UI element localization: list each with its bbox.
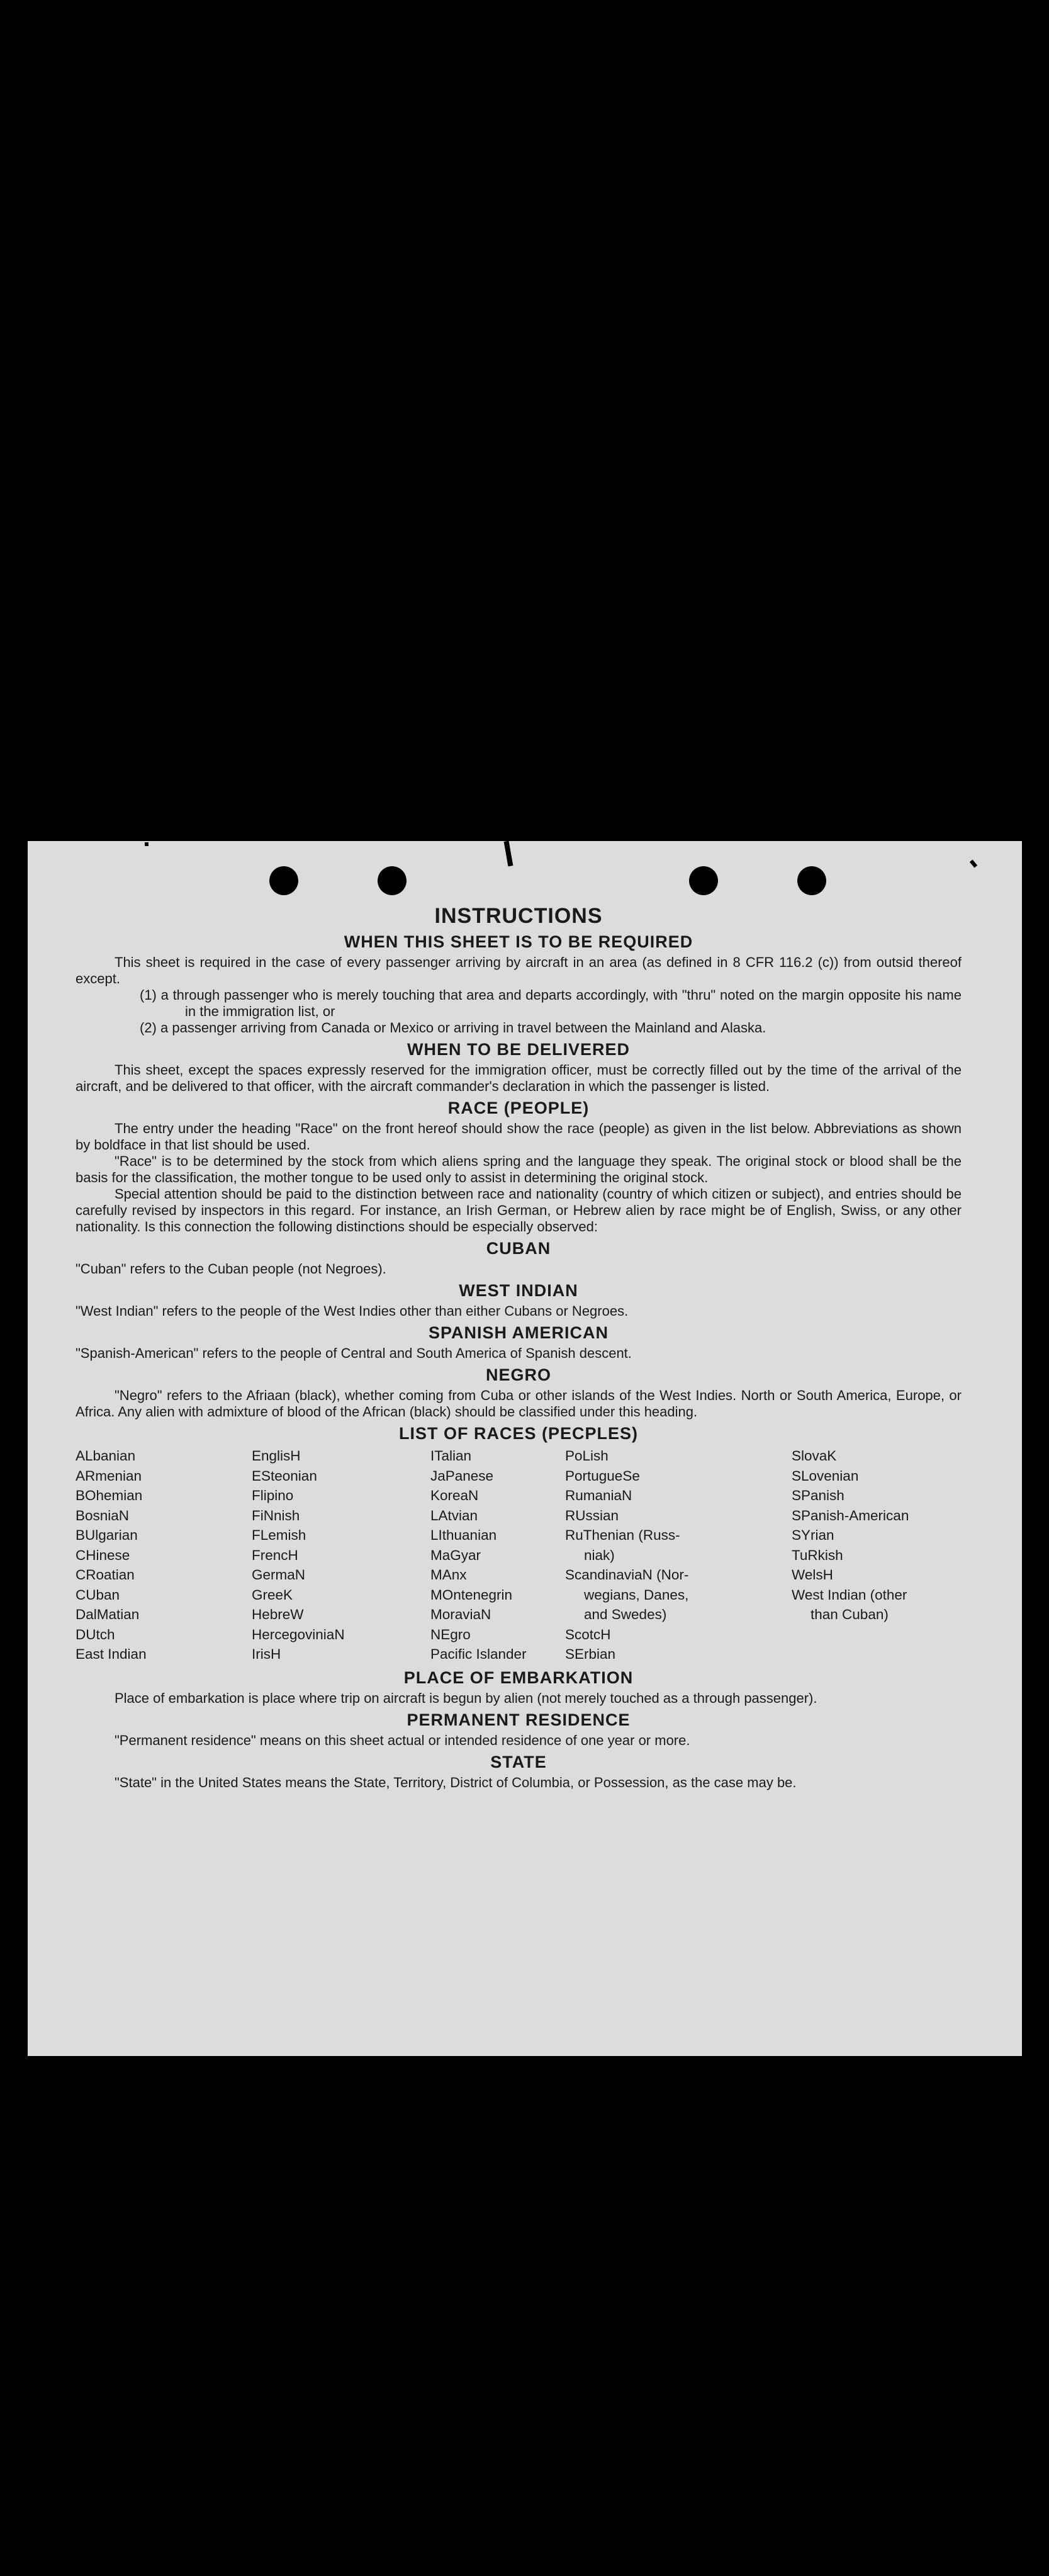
race-column: [792, 1446, 962, 1664]
punch-hole: [689, 866, 718, 895]
section-heading: LIST OF RACES (PECPLES): [398, 1424, 639, 1443]
race-column: [76, 1446, 252, 1664]
race-item: and Swedes): [584, 1607, 667, 1622]
race-item: RuThenian (Russ-: [565, 1527, 680, 1543]
race-item: Pacific Islander: [430, 1646, 527, 1662]
paragraph: "Race" is to be determined by the stock from which aliens spring and the language they speak. The original stock or blood shall be the basis for the classification, the mother tongue to be used only to assist in determining the original stock.: [76, 1153, 962, 1185]
paragraph: "Cuban" refers to the Cuban people (not Negroes).: [76, 1261, 386, 1277]
race-column: [252, 1446, 430, 1664]
race-item: MOntenegrin: [430, 1586, 513, 1603]
mark: [970, 859, 977, 867]
section-heading: STATE: [490, 1752, 547, 1771]
section-heading: CUBAN: [486, 1239, 551, 1258]
race-item: LIthuanian: [430, 1527, 497, 1543]
race-item: MoraviaN: [430, 1607, 491, 1622]
race-item: SlovaK: [792, 1448, 837, 1464]
race-item: ScotcH: [565, 1626, 611, 1642]
race-item: BOhemian: [76, 1488, 143, 1503]
paragraph: The entry under the heading "Race" on the front hereof should show the race (people) as given in the list below. Abbreviations as shown by boldface in that list should be used.: [76, 1121, 962, 1153]
punch-hole: [378, 866, 407, 895]
section-heading: PLACE OF EMBARKATION: [403, 1668, 634, 1687]
race-column: [430, 1446, 565, 1664]
race-item: FLemish: [252, 1527, 306, 1543]
paragraph: This sheet, except the spaces expressly reserved for the immigration officer, must be correctly filled out by the time of the arrival of the aircraft, and be delivered to that officer, with the aircraft commander's declaration in which the passenger is listed.: [76, 1062, 962, 1094]
paragraph: "West Indian" refers to the people of the West Indies other than either Cubans or Negroes.: [76, 1303, 629, 1319]
section-heading: PERMANENT RESIDENCE: [407, 1710, 631, 1729]
race-item: PoLish: [565, 1448, 609, 1464]
punch-hole: [269, 866, 298, 895]
section-heading: WHEN THIS SHEET IS TO BE REQUIRED: [344, 932, 693, 951]
race-item: BosniaN: [76, 1507, 130, 1523]
section-heading: SPANISH AMERICAN: [428, 1323, 609, 1342]
paragraph: "Permanent residence" means on this sheet actual or intended residence of one year or more.: [115, 1732, 690, 1748]
race-item: NEgro: [430, 1626, 471, 1642]
paragraph: "Negro" refers to the Afriaan (black), whether coming from Cuba or other islands of the West Indies. North or South America, Europe, or Africa. Any alien with admixture of blood of the African (black) should be classified under this heading.: [76, 1387, 962, 1420]
race-item: RUssian: [565, 1507, 619, 1523]
race-item: MaGyar: [430, 1547, 481, 1563]
race-item: ESteonian: [252, 1467, 317, 1484]
page-title: INSTRUCTIONS: [434, 904, 603, 928]
race-item: SPanish-American: [792, 1507, 909, 1523]
race-item: ALbanian: [76, 1448, 136, 1464]
race-item: Flipino: [252, 1488, 294, 1503]
section-heading: WEST INDIAN: [459, 1281, 578, 1300]
race-item: MAnx: [430, 1567, 467, 1583]
race-item: HebreW: [252, 1607, 304, 1622]
race-list: [76, 1446, 962, 1664]
race-item: wegians, Danes,: [584, 1586, 689, 1603]
section-heading: NEGRO: [485, 1365, 551, 1384]
race-item: BUlgarian: [76, 1527, 138, 1543]
race-item: RumaniaN: [565, 1488, 632, 1503]
mark: [145, 842, 149, 846]
race-item: ARmenian: [76, 1467, 142, 1484]
list-item: (2) a passenger arriving from Canada or Mexico or arriving in travel between the Mainland and Alaska.: [140, 1020, 766, 1036]
race-item: EnglisH: [252, 1448, 301, 1464]
race-item: TuRkish: [792, 1547, 843, 1563]
paragraph: This sheet is required in the case of every passenger arriving by aircraft in an area (as defined in 8 CFR 116.2 (c)) from outsid thereof except.: [76, 954, 962, 986]
race-item: CUban: [76, 1586, 120, 1603]
race-item: East Indian: [76, 1646, 147, 1662]
race-item: West Indian (other: [792, 1586, 907, 1603]
race-item: niak): [584, 1547, 615, 1563]
race-item: PortugueSe: [565, 1467, 640, 1484]
race-item: SYrian: [792, 1527, 834, 1543]
race-item: ITalian: [430, 1448, 472, 1464]
race-item: CHinese: [76, 1547, 130, 1563]
race-item: ScandinaviaN (Nor-: [565, 1567, 689, 1583]
paragraph: Place of embarkation is place where trip on aircraft is begun by alien (not merely touched as a through passenger).: [115, 1690, 817, 1706]
race-item: SPanish: [792, 1488, 844, 1503]
race-item: DUtch: [76, 1626, 115, 1642]
paragraph: Special attention should be paid to the distinction between race and nationality (country of which citizen or subject), and entries should be carefully revised by inspectors in this regard. For instance, an Irish German, or Hebrew alien by race might be of English, Swiss, or any other nationality. Is this connection the following distinctions should be especially observed:: [76, 1186, 962, 1234]
race-item: LAtvian: [430, 1507, 478, 1523]
list-item: (1) a through passenger who is merely touching that area and departs accordingly, with "thru" noted on the margin opposite his name in the immigration list, or: [140, 987, 962, 1019]
race-item: FrencH: [252, 1547, 298, 1563]
race-item: FiNnish: [252, 1507, 300, 1523]
race-item: WelsH: [792, 1567, 833, 1583]
race-item: DalMatian: [76, 1607, 140, 1622]
race-item: CRoatian: [76, 1567, 135, 1583]
race-item: JaPanese: [430, 1467, 494, 1484]
punch-hole: [797, 866, 826, 895]
race-column: [565, 1446, 792, 1664]
paragraph: "State" in the United States means the State, Territory, District of Columbia, or Possession, as the case may be.: [115, 1774, 797, 1790]
race-item: GreeK: [252, 1586, 293, 1603]
race-item: SLovenian: [792, 1467, 859, 1484]
race-item: HercegoviniaN: [252, 1626, 345, 1642]
paragraph: "Spanish-American" refers to the people of Central and South America of Spanish descent.: [76, 1345, 632, 1361]
section-heading: WHEN TO BE DELIVERED: [407, 1040, 631, 1059]
instruction-sheet: [28, 841, 1022, 2056]
race-item: SErbian: [565, 1646, 616, 1662]
race-item: KoreaN: [430, 1488, 479, 1503]
race-item: than Cuban): [811, 1607, 889, 1622]
section-heading: RACE (PEOPLE): [447, 1099, 590, 1117]
race-item: IrisH: [252, 1646, 281, 1662]
race-item: GermaN: [252, 1567, 306, 1583]
mark: [504, 841, 513, 867]
